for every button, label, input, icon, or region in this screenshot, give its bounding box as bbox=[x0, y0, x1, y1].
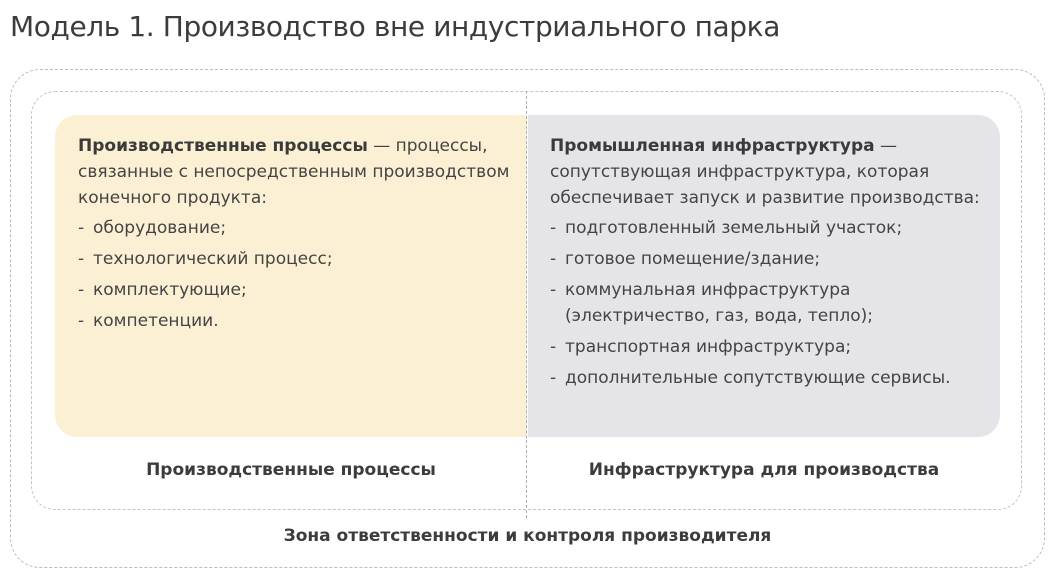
list-item: - подготовленный земельный участок; bbox=[550, 215, 995, 241]
panel-divider bbox=[526, 91, 527, 518]
industrial-infrastructure-content bbox=[550, 133, 995, 396]
list-item: - комплектующие; bbox=[78, 277, 518, 303]
list-item: - технологический процесс; bbox=[78, 246, 518, 272]
list-item: - коммунальная инфраструктура (электричество, газ, вода, тепло); bbox=[550, 277, 995, 329]
list-item: - оборудование; bbox=[78, 215, 518, 241]
responsibility-zone-caption: Зона ответственности и контроля производителя bbox=[283, 526, 772, 546]
list-item: - готовое помещение/здание; bbox=[550, 246, 995, 272]
list-item: - дополнительные сопутствующие сервисы. bbox=[550, 365, 995, 391]
production-processes-content bbox=[78, 133, 518, 339]
industrial-infrastructure-description: — сопутствующая инфраструктура, которая обеспечивает запуск и развитие производства: bbox=[550, 136, 980, 208]
page-title: Модель 1. Производство вне индустриального парка bbox=[10, 10, 780, 43]
industrial-infrastructure-heading: Промышленная инфраструктура bbox=[550, 136, 875, 156]
list-item: - транспортная инфраструктура; bbox=[550, 334, 995, 360]
production-processes-description: — процессы, связанные с непосредственным производством конечного продукта: bbox=[78, 136, 510, 208]
list-item: - компетенции. bbox=[78, 308, 518, 334]
production-processes-caption: Производственные процессы bbox=[146, 460, 436, 480]
industrial-infrastructure-definition bbox=[550, 133, 995, 211]
industrial-infrastructure-panel bbox=[528, 115, 1000, 437]
production-processes-list bbox=[78, 215, 518, 334]
production-processes-definition bbox=[78, 133, 518, 211]
production-processes-panel bbox=[55, 115, 527, 437]
production-processes-heading: Производственные процессы bbox=[78, 136, 368, 156]
infrastructure-caption: Инфраструктура для производства bbox=[588, 460, 940, 480]
industrial-infrastructure-list bbox=[550, 215, 995, 391]
